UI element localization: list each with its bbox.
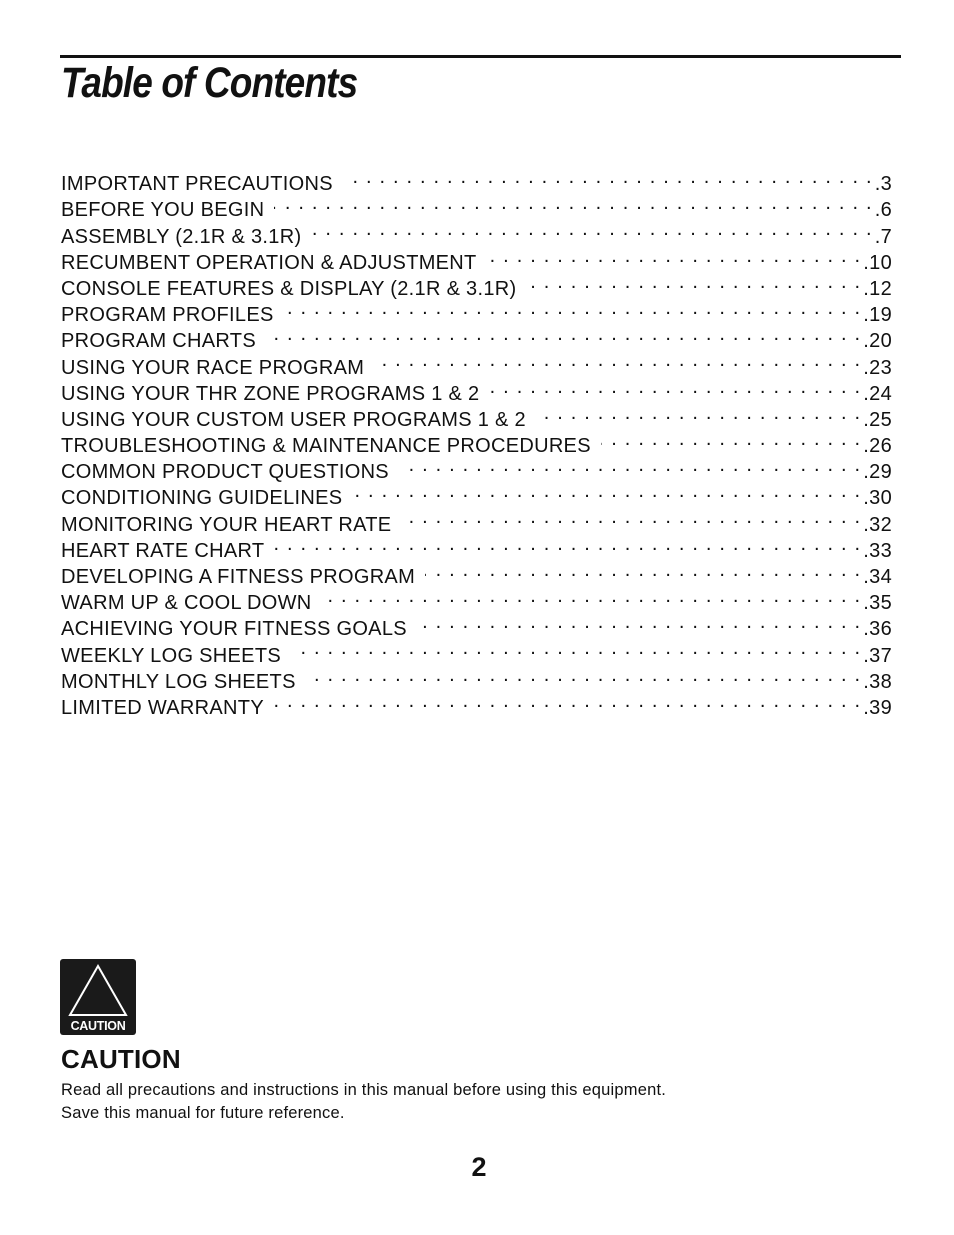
dot-leader <box>489 374 861 400</box>
toc-entry-title: CONDITIONING GUIDELINES <box>61 487 343 510</box>
toc-entry-page: .34 <box>863 566 892 588</box>
toc-entry-title: MONTHLY LOG SHEETS <box>61 670 296 693</box>
table-of-contents <box>61 164 892 719</box>
toc-entry-title: HEART RATE CHART <box>61 539 265 562</box>
dot-leader <box>374 347 861 373</box>
toc-entry-page: .30 <box>863 487 892 510</box>
toc-entry-page: .33 <box>863 539 892 562</box>
toc-entry-title: PROGRAM PROFILES <box>61 304 274 327</box>
toc-entry-title: MONITORING YOUR HEART RATE <box>61 513 392 536</box>
caution-heading: CAUTION <box>61 1044 181 1074</box>
toc-entry-page: .29 <box>863 461 892 484</box>
toc-entry-title: USING YOUR THR ZONE PROGRAMS 1 & 2 <box>61 382 480 405</box>
dot-leader <box>352 478 861 504</box>
dot-leader <box>601 426 861 452</box>
dot-leader <box>401 504 861 530</box>
toc-entry-page: .7 <box>874 225 892 248</box>
toc-entry-page: .19 <box>863 304 892 327</box>
dot-leader <box>425 557 861 583</box>
caution-line-1: Read all precautions and instructions in this manual before using this equipment. <box>61 1081 667 1099</box>
dot-leader <box>311 216 872 242</box>
toc-entry-page: .12 <box>863 277 892 300</box>
caution-line-2: Save this manual for future reference. <box>61 1103 345 1122</box>
toc-entry-title: BEFORE YOU BEGIN <box>61 199 265 222</box>
toc-entry-page: .36 <box>863 618 892 641</box>
toc-entry-title: LIMITED WARRANTY <box>61 696 264 719</box>
dot-leader <box>322 583 862 609</box>
dot-leader <box>343 164 873 190</box>
dot-leader <box>274 190 872 216</box>
toc-entry-title: ACHIEVING YOUR FITNESS GOALS <box>61 618 407 641</box>
dot-leader <box>487 243 862 269</box>
toc-entry-page: .35 <box>863 592 892 615</box>
toc-entry-page: .10 <box>863 251 892 274</box>
toc-entry-title: DEVELOPING A FITNESS PROGRAM <box>61 566 416 588</box>
toc-entry-page: .37 <box>863 644 892 667</box>
toc-entry-page: .20 <box>863 330 892 353</box>
toc-entry-title: IMPORTANT PRECAUTIONS <box>61 173 333 196</box>
dot-leader <box>274 688 861 714</box>
toc-entry-title: USING YOUR CUSTOM USER PROGRAMS 1 & 2 <box>61 408 526 431</box>
dot-leader <box>306 662 862 688</box>
toc-entry-page: .25 <box>863 408 892 431</box>
page-number: 2 <box>471 1152 487 1182</box>
dot-leader <box>417 609 861 635</box>
toc-entry-title: RECUMBENT OPERATION & ADJUSTMENT <box>61 251 477 274</box>
toc-entry-page: .26 <box>863 435 892 458</box>
toc-entry-page: .3 <box>874 173 892 196</box>
toc-entry-title: COMMON PRODUCT QUESTIONS <box>61 461 389 484</box>
toc-entry-title: USING YOUR RACE PROGRAM <box>61 356 365 379</box>
toc-entry[interactable] <box>61 164 892 196</box>
dot-leader <box>274 531 861 557</box>
toc-entry-page: .24 <box>863 382 892 405</box>
caution-text <box>61 1079 666 1124</box>
toc-entry-title: WEEKLY LOG SHEETS <box>61 644 281 667</box>
toc-entry-page: .39 <box>863 696 892 719</box>
toc-entry-title: TROUBLESHOOTING & MAINTENANCE PROCEDURES <box>61 435 591 458</box>
toc-entry-page: .38 <box>863 670 892 693</box>
toc-entry-title: WARM UP & COOL DOWN <box>61 592 312 615</box>
toc-entry-title: CONSOLE FEATURES & DISPLAY (2.1R & 3.1R) <box>61 277 517 300</box>
toc-entry-title: ASSEMBLY (2.1R & 3.1R) <box>61 225 302 248</box>
toc-entry-title: PROGRAM CHARTS <box>61 330 256 353</box>
page-title: Table of Contents <box>61 59 358 107</box>
toc-entry-page: .32 <box>863 513 892 536</box>
dot-leader <box>266 321 861 347</box>
caution-triangle-icon <box>60 959 136 1035</box>
dot-leader <box>291 635 861 661</box>
toc-entry-page: .6 <box>874 199 892 222</box>
dot-leader <box>526 269 861 295</box>
caution-icon-label: CAUTION <box>70 1019 126 1033</box>
dot-leader <box>399 452 861 478</box>
dot-leader <box>284 295 862 321</box>
toc-entry-page: .23 <box>863 356 892 379</box>
dot-leader <box>536 400 861 426</box>
